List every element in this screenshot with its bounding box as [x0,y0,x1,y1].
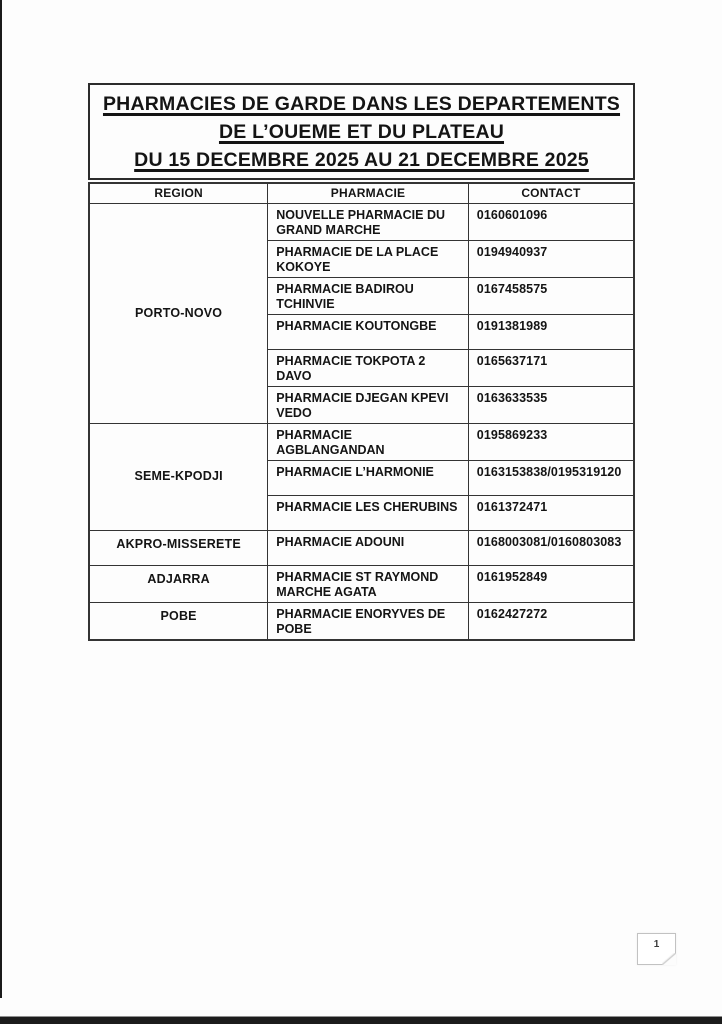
pharmacy-name-cell: PHARMACIE TOKPOTA 2 DAVO [268,349,469,386]
region-cell: ADJARRA [89,565,268,602]
table-row [89,602,634,640]
page-fold-icon [662,953,676,965]
region-cell: SEME-KPODJI [89,423,268,530]
pharmacy-name-cell: PHARMACIE KOUTONGBE [268,314,469,349]
pharmacy-name-cell: PHARMACIE LES CHERUBINS [268,495,469,530]
page-number-badge[interactable] [637,933,676,965]
contact-cell: 0194940937 [468,240,634,277]
scan-edge-bottom [0,1016,722,1024]
header-pharmacie: PHARMACIE [268,183,469,203]
table-row [89,530,634,565]
title-line-3: DU 15 DECEMBRE 2025 AU 21 DECEMBRE 2025 [134,149,589,171]
contact-cell: 0161952849 [468,565,634,602]
table-row [89,203,634,240]
pharmacy-name-cell: PHARMACIE BADIROU TCHINVIE [268,277,469,314]
scan-edge-left [0,0,2,998]
contact-cell: 0191381989 [468,314,634,349]
header-contact: CONTACT [468,183,634,203]
pharmacy-name-cell: PHARMACIE ENORYVES DE POBE [268,602,469,640]
contact-cell: 0168003081/0160803083 [468,530,634,565]
pharmacy-name-cell: PHARMACIE DJEGAN KPEVI VEDO [268,386,469,423]
header-region: REGION [89,183,268,203]
pharmacy-name-cell: NOUVELLE PHARMACIE DU GRAND MARCHE [268,203,469,240]
document-page [88,83,635,641]
contact-cell: 0162427272 [468,602,634,640]
pharmacy-name-cell: PHARMACIE AGBLANGANDAN [268,423,469,460]
contact-cell: 0195869233 [468,423,634,460]
table-header-row [89,183,634,203]
table-row [89,565,634,602]
pharmacy-name-cell: PHARMACIE DE LA PLACE KOKOYE [268,240,469,277]
pharmacy-table [88,182,635,641]
contact-cell: 0167458575 [468,277,634,314]
table-row [89,423,634,460]
contact-cell: 0163153838/0195319120 [468,460,634,495]
region-cell: PORTO-NOVO [89,203,268,423]
pharmacy-name-cell: PHARMACIE L’HARMONIE [268,460,469,495]
contact-cell: 0161372471 [468,495,634,530]
document-title [88,83,635,180]
page-number-label: 1 [653,939,660,950]
pharmacy-name-cell: PHARMACIE ST RAYMOND MARCHE AGATA [268,565,469,602]
contact-cell: 0165637171 [468,349,634,386]
pharmacy-table-body [89,203,634,640]
contact-cell: 0160601096 [468,203,634,240]
contact-cell: 0163633535 [468,386,634,423]
pharmacy-name-cell: PHARMACIE ADOUNI [268,530,469,565]
title-line-1: PHARMACIES DE GARDE DANS LES DEPARTEMENTS [102,93,621,115]
region-cell: POBE [89,602,268,640]
region-cell: AKPRO-MISSERETE [89,530,268,565]
title-line-2: DE L’OUEME ET DU PLATEAU [218,121,505,143]
